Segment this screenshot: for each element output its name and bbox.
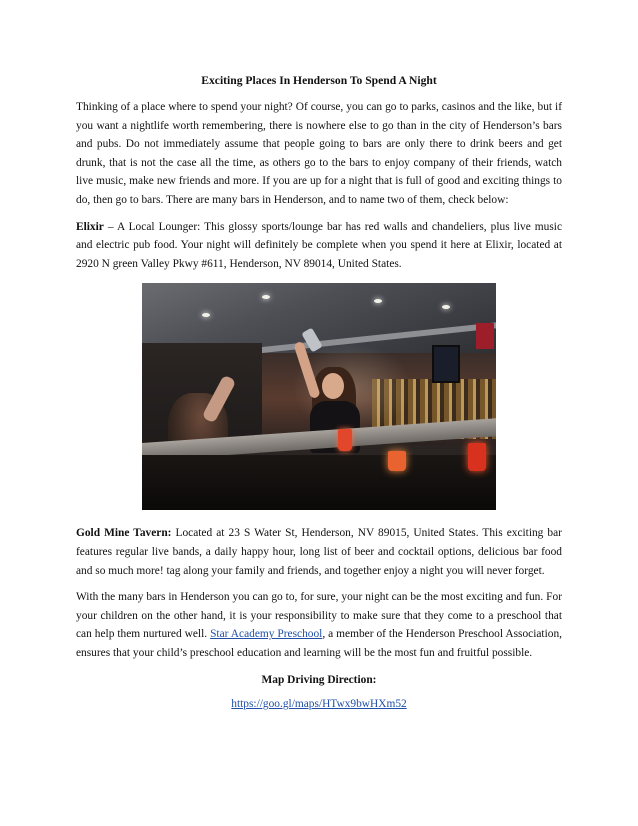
goldmine-name: Gold Mine Tavern:: [76, 527, 172, 540]
closing-paragraph: [76, 588, 562, 662]
photo-drink: [338, 429, 352, 451]
preschool-link[interactable]: Star Academy Preschool: [210, 628, 323, 641]
photo-bar-front: [142, 455, 496, 510]
closing-text-after: , a member of the Henderson Preschool Association, ensures that your child’s preschool education and learning will be the most fun and fruitful possible.: [76, 628, 563, 659]
elixir-name: Elixir: [76, 220, 104, 233]
intro-paragraph: Thinking of a place where to spend your night? Of course, you can go to parks, casinos and the like, but if you want a nightlife worth remembering, there is nowhere else to go than in the city of Henderson’s bars and pubs. Do not immediately assume that people going to bars are only there to drink beers and get drunk, that is not the case all the time, as others go to the bars to enjoy company of their friends, watch live music, make new friends and more. If you are up for a night that is full of good and exciting things to do, then go to bars. There are many bars in Henderson, and to name two of them, check below:: [76, 101, 562, 206]
page-title: Exciting Places In Henderson To Spend A Night: [201, 74, 437, 87]
map-heading: Map Driving Direction:: [261, 673, 377, 686]
photo-tv: [432, 345, 460, 383]
elixir-paragraph: [76, 218, 562, 274]
elixir-text: – A Local Lounger: This glossy sports/lounge bar has red walls and chandeliers, plus live music and electric pub food. Your night will definitely be complete when you spend it here at Elixir, located at 2920 N green Valley Pkwy #611, Henderson, NV 89014, United States.: [76, 220, 562, 270]
map-url-link[interactable]: https://goo.gl/maps/HTwx9bwHXm52: [231, 698, 407, 711]
closing-text-before: With the many bars in Henderson you can go to, for sure, your night can be the most exciting and fun. For your children on the other hand, it is your responsibility to make sure that they come to a preschool that can help them nurtured well.: [76, 591, 562, 641]
goldmine-text: Located at 23 S Water St, Henderson, NV 89015, United States. This exciting bar features regular live bands, a daily happy hour, long list of beer and cocktail options, delicious bar food and so much more! tag along your family and friends, and together enjoy a night you will never forget.: [76, 527, 562, 577]
goldmine-paragraph: [76, 524, 562, 580]
photo-drink: [468, 443, 486, 471]
photo-poster: [476, 323, 494, 349]
map-url-line: [76, 695, 562, 714]
bar-photo: [142, 283, 496, 510]
photo-drink: [388, 451, 406, 471]
